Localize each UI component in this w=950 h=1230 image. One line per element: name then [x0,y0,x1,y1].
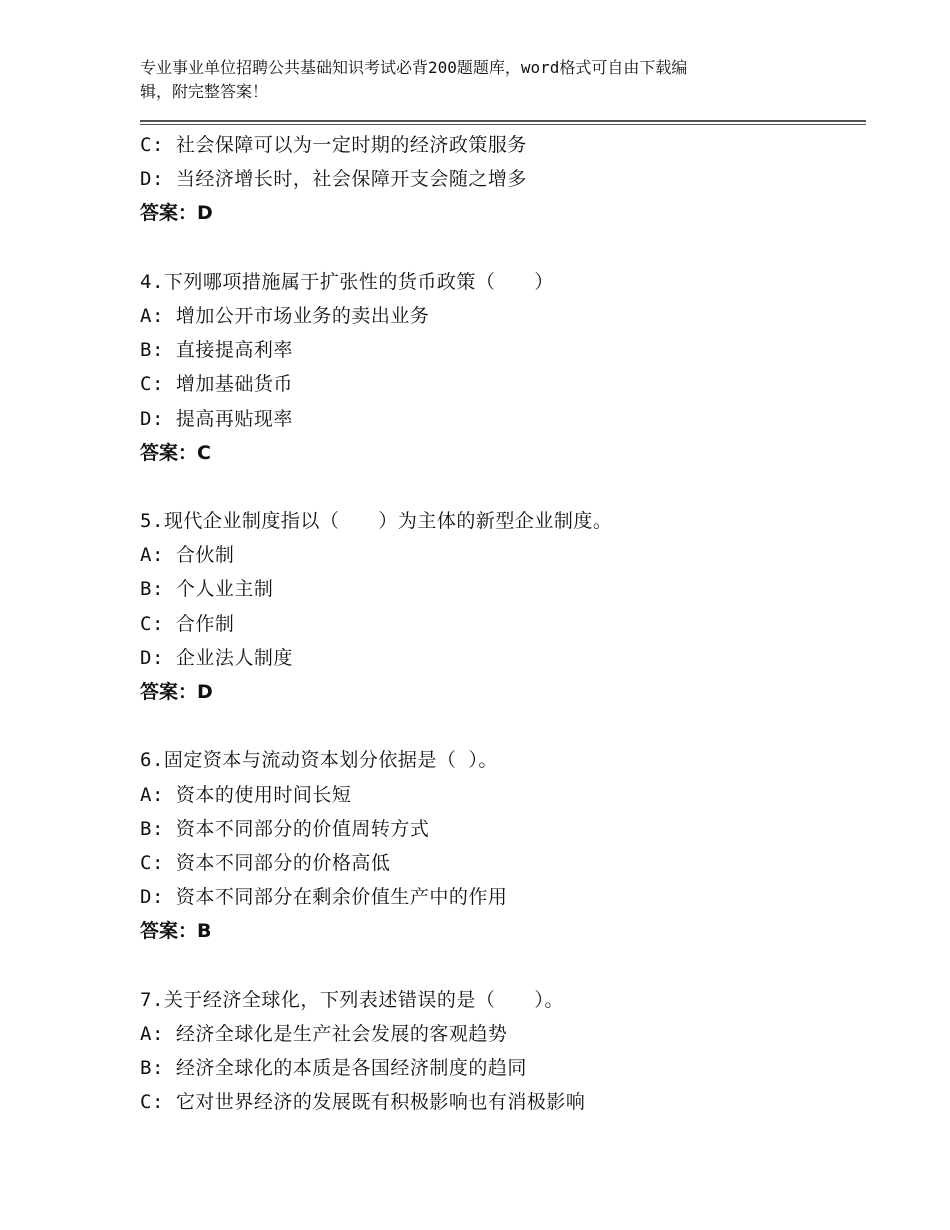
option-a: A: 经济全球化是生产社会发展的客观趋势 [140,1022,508,1045]
option-c: C: 合作制 [140,612,235,635]
option-a: A: 合伙制 [140,544,235,567]
header-divider [140,120,866,125]
option-c: C: 社会保障可以为一定时期的经济政策服务 [140,134,527,156]
answer: 答案：D [140,202,213,225]
question-text: 5.现代企业制度指以（ ）为主体的新型企业制度。 [140,510,613,533]
option-a: A: 增加公开市场业务的卖出业务 [140,304,430,327]
option-d: D: 提高再贴现率 [140,407,293,430]
question-4 [140,265,866,470]
question-text: 6.固定资本与流动资本划分依据是（ ）。 [140,749,498,772]
option-d: D: 资本不同部分在剩余价值生产中的作用 [140,886,508,909]
option-b: B: 经济全球化的本质是各国经济制度的趋同 [140,1057,527,1080]
question-6 [140,743,866,948]
answer: 答案：D [140,681,213,703]
option-c: C: 它对世界经济的发展既有积极影响也有消极影响 [140,1091,586,1114]
option-b: B: 资本不同部分的价值周转方式 [140,817,430,840]
question-7 [140,983,866,1120]
question-text: 4.下列哪项措施属于扩张性的货币政策（ ） [140,270,554,293]
option-d: D: 当经济增长时，社会保障开支会随之增多 [140,168,527,191]
answer: 答案：B [140,920,212,943]
option-a: A: 资本的使用时间长短 [140,783,352,806]
question-3-tail [140,128,866,231]
option-c: C: 资本不同部分的价格高低 [140,851,391,874]
question-text: 7.关于经济全球化，下列表述错误的是（ ）。 [140,988,564,1011]
question-5 [140,504,866,709]
document-header [140,56,800,104]
option-b: B: 直接提高利率 [140,339,293,362]
header-line-1: 专业事业单位招聘公共基础知识考试必背200题题库，word格式可自由下载编 [140,58,688,77]
header-line-2: 辑，附完整答案！ [140,82,269,101]
option-d: D: 企业法人制度 [140,646,293,669]
question-list [140,128,866,1119]
answer: 答案：C [140,441,211,464]
option-c: C: 增加基础货币 [140,373,293,396]
option-b: B: 个人业主制 [140,578,274,601]
